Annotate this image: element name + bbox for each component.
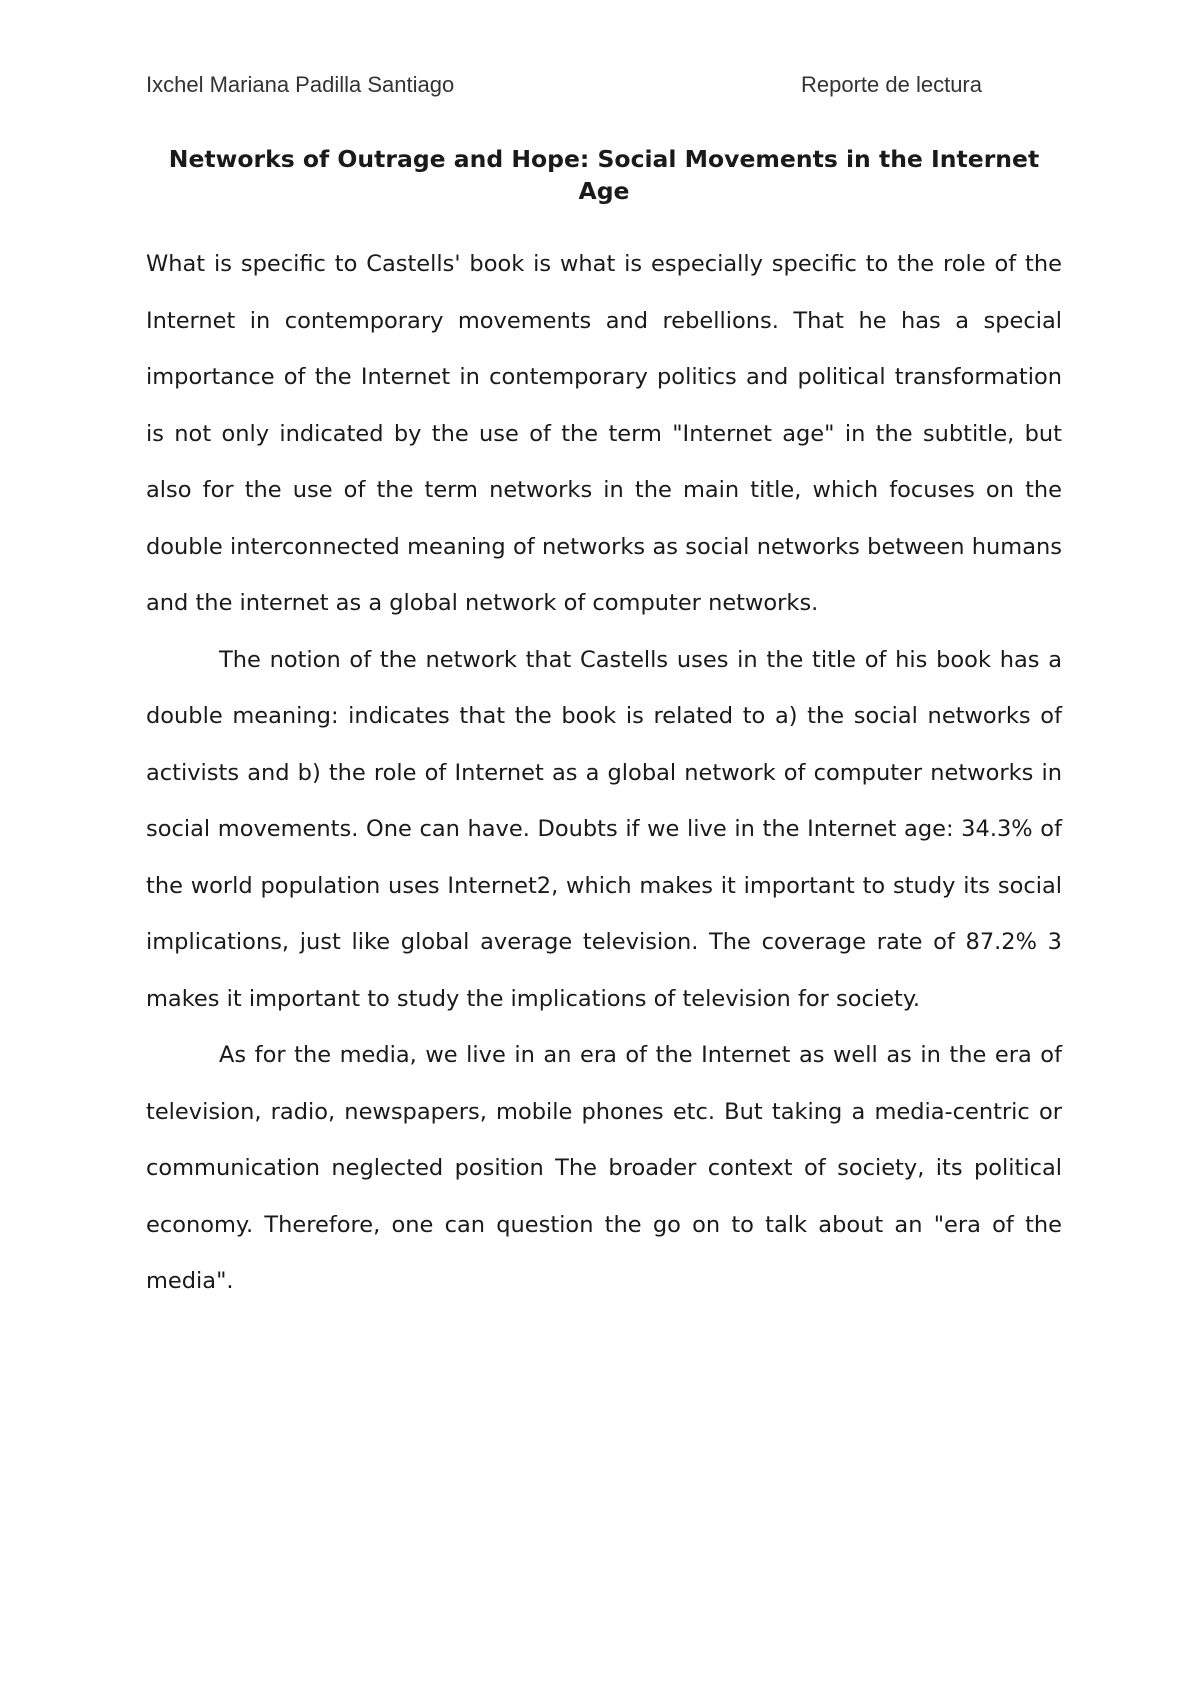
paragraph-1: What is specific to Castells' book is what is especially specific to the role of the Internet in contemporary movements and rebellions. That he has a special importance of the Internet in contemporary politics and political transformation is not only indicated by the use of the term "Internet age" in the subtitle, but also for the use of the term networks in the main title, which focuses on the double interconnected meaning of networks as social networks between humans and the internet as a global network of computer networks. <box>146 251 1062 616</box>
paragraph-2: The notion of the network that Castells uses in the title of his book has a double meaning: indicates that the book is related to a) the social networks of activists and b) the role of Internet as a global network of computer networks in social movements. One can have. Doubts if we live in the Internet age: 34.3% of the world population uses Internet2, which makes it important to study its social implications, just like global average television. The coverage rate of 87.2% 3 makes it important to study the implications of television for society. <box>146 646 1062 1012</box>
document-body <box>146 236 1062 1310</box>
paragraph-3: As for the media, we live in an era of the Internet as well as in the era of television, radio, newspapers, mobile phones etc. But taking a media-centric or communication neglected position The broader context of society, its political economy. Therefore, one can question the go on to talk about an "era of the media". <box>146 1042 1062 1294</box>
header-author: Ixchel Mariana Padilla Santiago <box>146 72 455 97</box>
header-document-type: Reporte de lectura <box>801 72 982 97</box>
document-title: Networks of Outrage and Hope: Social Movements in the Internet Age <box>168 145 1040 205</box>
